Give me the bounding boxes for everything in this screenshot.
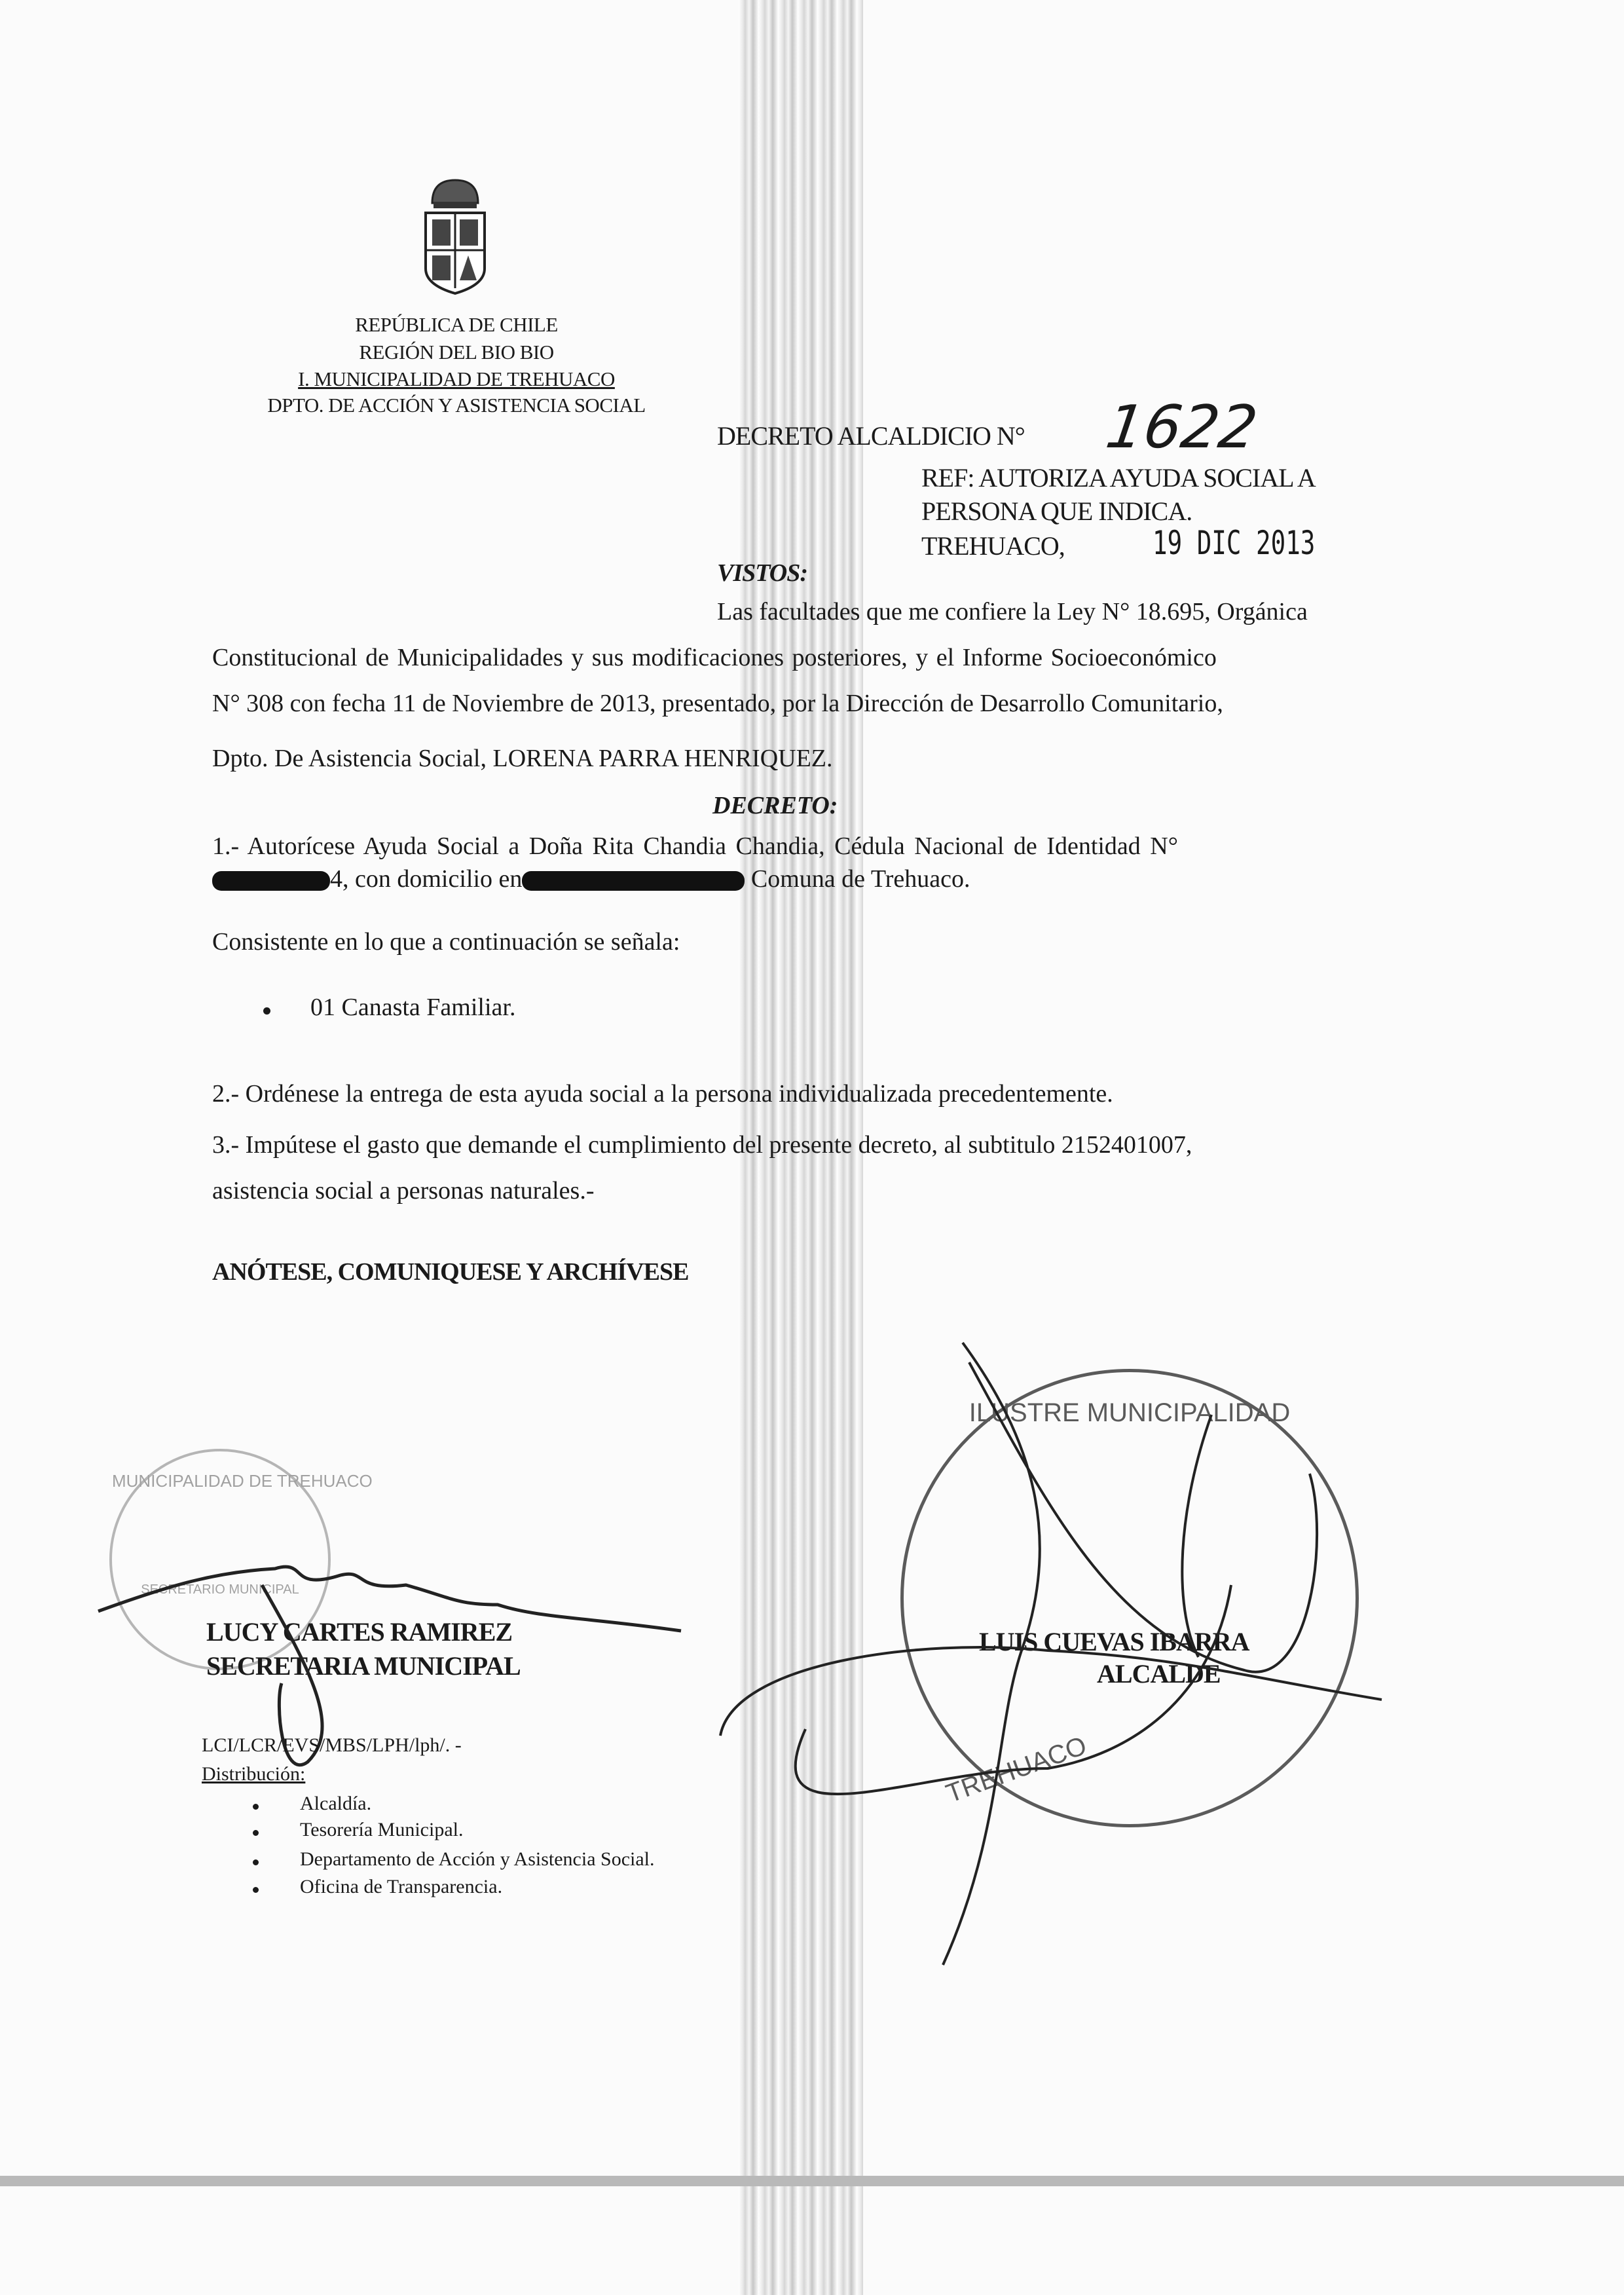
vistos-heading: VISTOS: (717, 559, 808, 587)
item-1-address (212, 865, 970, 893)
scan-edge-line (0, 2176, 1624, 2186)
distribution-label: Distribución: (202, 1763, 306, 1785)
mayor-name: LUIS CUEVAS IBARRA (979, 1627, 1249, 1656)
consistente-text: Consistente en lo que a continuación se señala: (212, 928, 680, 956)
distribution-item: Alcaldía. (300, 1793, 372, 1814)
aid-item: 01 Canasta Familiar. (310, 994, 516, 1021)
header-line: I. MUNICIPALIDAD DE TREHUACO (298, 367, 615, 390)
secretary-title: SECRETARIA MUNICIPAL (206, 1651, 521, 1681)
bullet (263, 1006, 270, 1018)
stamp-text: MUNICIPALIDAD DE TREHUACO (112, 1471, 373, 1491)
vistos-line: N° 308 con fecha 11 de Noviembre de 2013, presentado, por la Dirección de Desarrollo Comunitario, (212, 690, 1223, 717)
header-line: REGIÓN DEL BIO BIO (359, 341, 554, 364)
distribution-item: Tesorería Municipal. (300, 1819, 464, 1840)
distribution-item: Oficina de Transparencia. (300, 1876, 503, 1897)
decree-title: DECRETO ALCALDICIO N° (717, 421, 1025, 451)
closing-statement: ANÓTESE, COMUNIQUESE Y ARCHÍVESE (212, 1258, 689, 1286)
decreto-heading: DECRETO: (712, 792, 838, 819)
stamp-text: ILUSTRE MUNICIPALIDAD (969, 1398, 1291, 1427)
place: TREHUACO, (921, 531, 1065, 561)
municipal-crest-logo (419, 177, 491, 295)
item-1-text: 4, con domicilio en (330, 865, 523, 893)
mayor-title: ALCALDE (1097, 1659, 1221, 1689)
redacted-id (212, 871, 330, 891)
item-1-text: Comuna de Trehuaco. (750, 865, 970, 893)
stamp-text: SECRETARIO MUNICIPAL (141, 1582, 299, 1597)
item-1: 1.- Autorícese Ayuda Social a Doña Rita Chandia Chandia, Cédula Nacional de Identidad N° (212, 832, 1178, 860)
ref-line: PERSONA QUE INDICA. (921, 496, 1192, 526)
header-line: DPTO. DE ACCIÓN Y ASISTENCIA SOCIAL (267, 394, 646, 417)
bullet (253, 1827, 259, 1839)
secretary-name: LUCY CARTES RAMIREZ (206, 1617, 513, 1647)
vistos-line: Las facultades que me confiere la Ley N° 18.695, Orgánica (717, 598, 1308, 625)
ref-line: REF: AUTORIZA AYUDA SOCIAL A (921, 463, 1316, 493)
redacted-address (522, 871, 745, 891)
item-3: 3.- Impútese el gasto que demande el cumplimiento del presente decreto, al subtitulo 2152401007, (212, 1131, 1192, 1159)
vistos-line: Constitucional de Municipalidades y sus modificaciones posteriores, y el Informe Socioeconómico (212, 644, 1217, 671)
item-2: 2.- Ordénese la entrega de esta ayuda social a la persona individualizada precedentemente. (212, 1080, 1113, 1108)
decree-number-handwritten: 1622 (1101, 393, 1262, 462)
distribution-item: Departamento de Acción y Asistencia Social. (300, 1848, 655, 1870)
initials: LCI/LCR/EVS/MBS/LPH/lph/. - (202, 1734, 462, 1756)
header-line: REPÚBLICA DE CHILE (355, 313, 558, 336)
stamp-text: TREHUACO (942, 1730, 1091, 1809)
right-official-stamp (900, 1369, 1359, 1827)
date-stamp: 19 DIC 2013 (1153, 524, 1316, 562)
bullet (253, 1884, 259, 1896)
bullet (253, 1801, 259, 1813)
bullet (253, 1857, 259, 1869)
item-3: asistencia social a personas naturales.- (212, 1177, 595, 1204)
vistos-line: Dpto. De Asistencia Social, LORENA PARRA HENRIQUEZ. (212, 745, 833, 772)
